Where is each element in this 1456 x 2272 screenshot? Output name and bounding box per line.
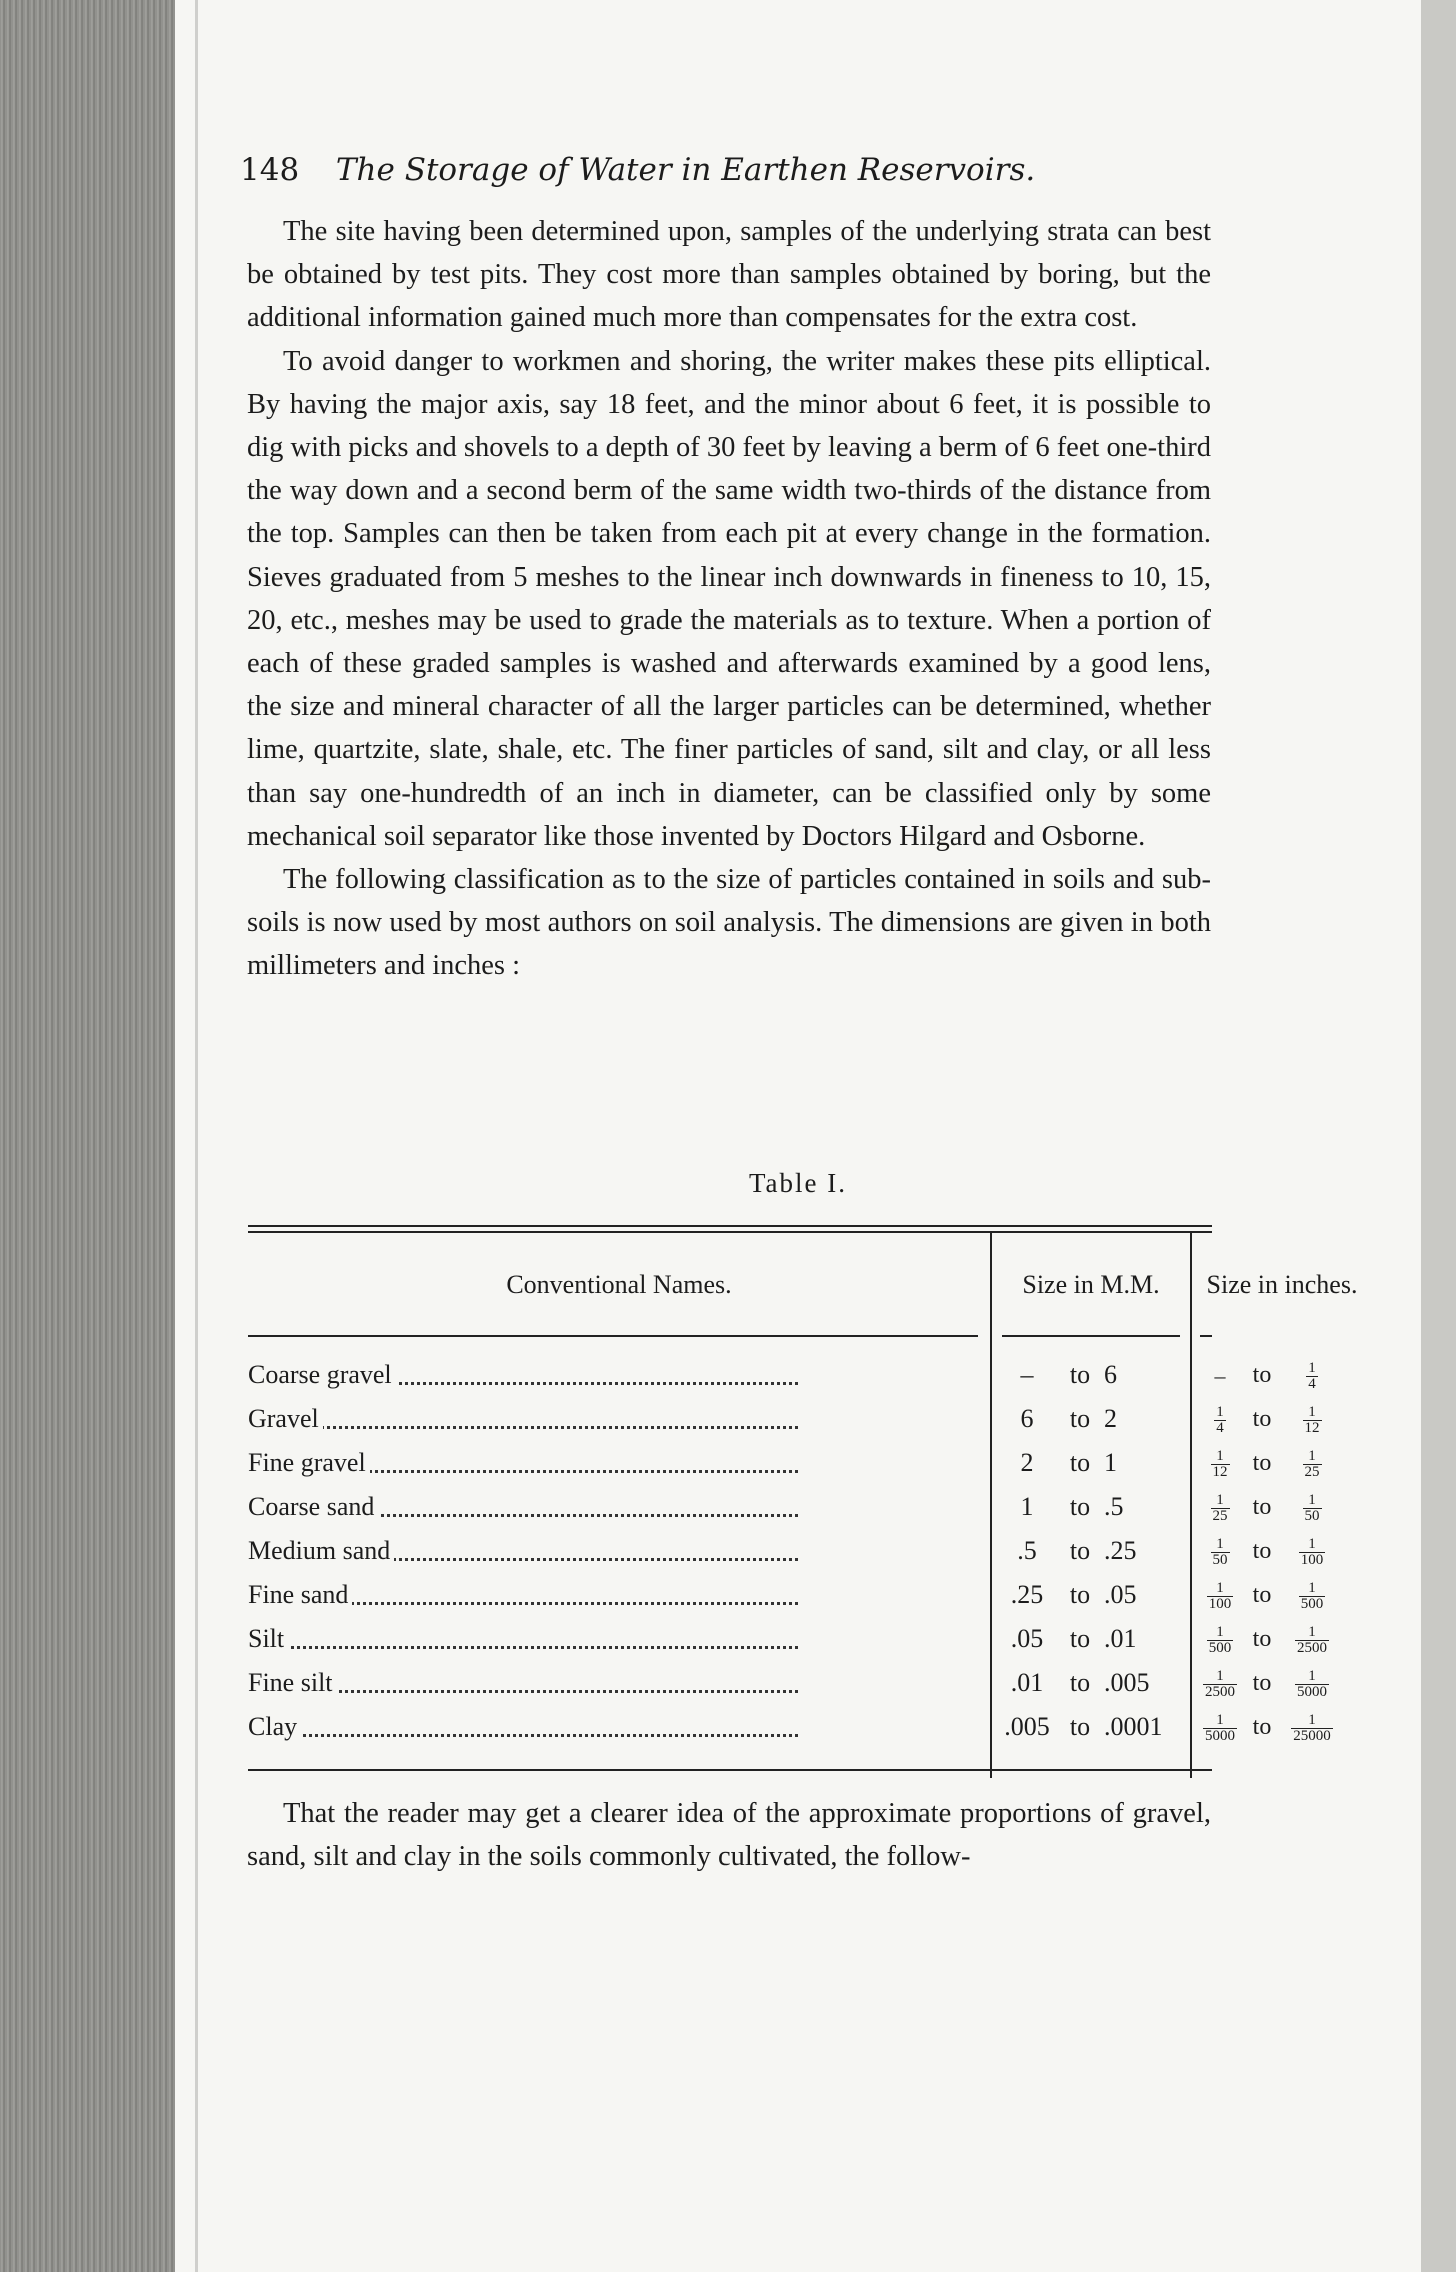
mm-to-word: to xyxy=(1069,1712,1091,1741)
size-inches xyxy=(1194,1397,1372,1441)
paragraph: The following classification as to the size of particles contained in soils and sub-soils is now used by most authors on soil analysis. The dimensions are given in both millimeters and inches : xyxy=(247,864,1211,982)
fraction xyxy=(1295,1625,1329,1656)
running-title: The Storage of Water in Earthen Reservoirs. xyxy=(335,152,1036,188)
fraction xyxy=(1214,1405,1226,1436)
fraction-denominator: 12 xyxy=(1212,1463,1228,1480)
paragraph: The site having been determined upon, samples of the underlying strata can best be obtained by test pits. They cost more than samples obtained by boring, but the additional information gained much more than compensates for the extra cost. xyxy=(247,216,1211,334)
row-name xyxy=(248,1705,804,1749)
fraction-denominator: 25000 xyxy=(1293,1727,1331,1744)
mm-from: 1 xyxy=(1020,1492,1034,1521)
row-name xyxy=(248,1661,804,1705)
mm-from: .25 xyxy=(1010,1580,1044,1609)
mm-to-word: to xyxy=(1069,1404,1091,1433)
mm-from: .5 xyxy=(1017,1536,1037,1565)
fraction-numerator: 1 xyxy=(1308,1491,1316,1508)
table-row xyxy=(248,1573,1324,1617)
fraction-numerator: 1 xyxy=(1216,1579,1224,1596)
inch-from xyxy=(1198,1485,1242,1529)
fraction xyxy=(1303,1449,1322,1480)
mm-to: .05 xyxy=(1104,1580,1137,1609)
fraction-denominator: 5000 xyxy=(1297,1683,1327,1700)
row-name xyxy=(248,1485,804,1529)
fraction-numerator: 1 xyxy=(1216,1667,1224,1684)
inch-to-word: to xyxy=(1252,1670,1272,1696)
inch-from xyxy=(1198,1617,1242,1661)
mm-to-word: to xyxy=(1069,1492,1091,1521)
size-mm xyxy=(990,1617,1190,1661)
inch-to-word: to xyxy=(1252,1714,1272,1740)
fraction xyxy=(1211,1493,1230,1524)
fraction: – xyxy=(1214,1363,1226,1389)
size-inches xyxy=(1194,1485,1372,1529)
mm-to: 6 xyxy=(1104,1360,1117,1389)
fraction-denominator: 50 xyxy=(1212,1551,1228,1568)
fraction-denominator: 2500 xyxy=(1297,1639,1327,1656)
mm-to-word: to xyxy=(1069,1448,1091,1477)
table-row xyxy=(248,1705,1331,1749)
inch-to-word: to xyxy=(1252,1406,1272,1432)
table-row xyxy=(248,1353,1316,1397)
mm-to-word: to xyxy=(1069,1624,1091,1653)
running-head xyxy=(240,145,1190,195)
row-name-label: Coarse sand xyxy=(248,1492,378,1521)
fraction xyxy=(1207,1625,1234,1656)
size-mm xyxy=(990,1353,1190,1397)
row-name xyxy=(248,1441,804,1485)
size-mm xyxy=(990,1661,1190,1705)
size-inches xyxy=(1194,1573,1372,1617)
fraction xyxy=(1291,1713,1333,1744)
inch-to xyxy=(1282,1573,1342,1617)
scan-right-margin xyxy=(1421,0,1456,2272)
paragraph: That the reader may get a clearer idea of the approximate proportions of gravel, sand, silt and clay in the soils commonly cultivated, the follow- xyxy=(247,1798,1211,1873)
inch-from xyxy=(1198,1573,1242,1617)
row-name xyxy=(248,1353,804,1397)
inch-to xyxy=(1282,1617,1342,1661)
fraction-denominator: 4 xyxy=(1216,1419,1224,1436)
mm-from: 2 xyxy=(1020,1448,1034,1477)
row-name-label: Medium sand xyxy=(248,1536,394,1565)
inch-to xyxy=(1282,1661,1342,1705)
fraction-denominator: 50 xyxy=(1304,1507,1320,1524)
row-name xyxy=(248,1529,804,1573)
fraction xyxy=(1299,1537,1326,1568)
size-inches xyxy=(1194,1353,1372,1397)
inch-to-word: to xyxy=(1252,1626,1272,1652)
fraction xyxy=(1207,1581,1234,1612)
header-rule xyxy=(1002,1335,1180,1337)
mm-to: .005 xyxy=(1104,1668,1150,1697)
fraction-denominator: 500 xyxy=(1300,1595,1324,1612)
inch-from xyxy=(1198,1441,1242,1485)
table-row xyxy=(248,1661,1327,1705)
mm-to: .25 xyxy=(1104,1536,1137,1565)
row-name-label: Fine gravel xyxy=(248,1448,370,1477)
inch-to-word: to xyxy=(1252,1450,1272,1476)
inch-from xyxy=(1198,1705,1242,1749)
mm-to-word: to xyxy=(1069,1668,1091,1697)
size-mm xyxy=(990,1573,1190,1617)
mm-to: .5 xyxy=(1104,1492,1124,1521)
paragraph: To avoid danger to workmen and shoring, the writer makes these pits elliptical. By having the major axis, say 18 feet, and the minor about 6 feet, it is possible to dig with picks and shovels to a depth of 30 feet by leaving a berm of 6 feet one-third the way down and a second berm of the same width two-thirds of the distance from the top. Samples can then be taken from each pit at every change in the formation. Sieves graduated from 5 meshes to the linear inch downwards in fineness to 10, 15, 20, etc., meshes may be used to grade the materials as to texture. When a portion of each of these graded samples is washed and afterwards examined by a good lens, the size and mineral character of all the larger particles can be determined, whether lime, quartzite, slate, shale, etc. The finer particles of sand, silt and clay, or all less than say one-hundredth of an inch in diameter, can be classified only by some mechanical soil separator like those invented by Doctors Hilgard and Osborne. xyxy=(247,345,1211,852)
size-mm xyxy=(990,1397,1190,1441)
fraction xyxy=(1303,1493,1322,1524)
row-name xyxy=(248,1573,804,1617)
size-inches xyxy=(1194,1441,1372,1485)
closing-text xyxy=(247,1792,1211,1878)
inch-to xyxy=(1282,1397,1342,1441)
row-name xyxy=(248,1397,804,1441)
header-rule xyxy=(248,1335,978,1337)
size-inches xyxy=(1194,1529,1372,1573)
inch-to-word: to xyxy=(1252,1494,1272,1520)
fraction-numerator: 1 xyxy=(1308,1403,1316,1420)
fraction-numerator: 1 xyxy=(1308,1623,1316,1640)
mm-to: 1 xyxy=(1104,1448,1117,1477)
size-mm xyxy=(990,1441,1190,1485)
fraction-numerator: 1 xyxy=(1308,1447,1316,1464)
table-row xyxy=(248,1397,1320,1441)
fraction-numerator: 1 xyxy=(1308,1359,1316,1376)
mm-to: .0001 xyxy=(1104,1712,1163,1741)
mm-to: 2 xyxy=(1104,1404,1117,1433)
fraction xyxy=(1211,1449,1230,1480)
table-bottom-rule xyxy=(248,1769,1212,1771)
fraction xyxy=(1203,1713,1237,1744)
mm-to-word: to xyxy=(1069,1536,1091,1565)
mm-to-word: to xyxy=(1069,1580,1091,1609)
fraction xyxy=(1295,1669,1329,1700)
size-mm xyxy=(990,1529,1190,1573)
inch-to-word: to xyxy=(1252,1538,1272,1564)
fraction-numerator: 1 xyxy=(1216,1535,1224,1552)
body-text xyxy=(247,210,1211,988)
header-names: Conventional Names. xyxy=(506,1270,732,1299)
fraction-denominator: 12 xyxy=(1304,1419,1320,1436)
fraction-numerator: 1 xyxy=(1216,1491,1224,1508)
inch-to-word: to xyxy=(1252,1362,1272,1388)
inch-to xyxy=(1282,1705,1342,1749)
row-name-label: Fine silt xyxy=(248,1668,337,1697)
fraction-denominator: 4 xyxy=(1308,1375,1316,1392)
table-row xyxy=(248,1441,1320,1485)
inch-from xyxy=(1198,1353,1242,1397)
book-page-edges xyxy=(0,0,175,2272)
table-top-rule-inner xyxy=(248,1231,1212,1233)
mm-from: 6 xyxy=(1020,1404,1034,1433)
fraction-denominator: 25 xyxy=(1304,1463,1320,1480)
inch-to xyxy=(1282,1353,1342,1397)
fraction-denominator: 100 xyxy=(1300,1551,1324,1568)
table-row xyxy=(248,1617,1327,1661)
size-inches xyxy=(1194,1661,1372,1705)
mm-from: .01 xyxy=(1010,1668,1044,1697)
fraction-numerator: 1 xyxy=(1216,1403,1224,1420)
fraction-denominator: 2500 xyxy=(1205,1683,1235,1700)
page-number: 148 xyxy=(240,152,300,188)
header-rule xyxy=(1200,1335,1212,1337)
mm-to-word: to xyxy=(1069,1360,1091,1389)
fraction xyxy=(1203,1669,1237,1700)
fraction-numerator: 1 xyxy=(1308,1579,1316,1596)
header-mm: Size in M.M. xyxy=(1022,1270,1160,1299)
fraction-denominator: 5000 xyxy=(1205,1727,1235,1744)
header-inches: Size in inches. xyxy=(1206,1270,1358,1299)
fraction-numerator: 1 xyxy=(1308,1535,1316,1552)
fraction-numerator: 1 xyxy=(1308,1667,1316,1684)
inch-to xyxy=(1282,1529,1342,1573)
fraction xyxy=(1299,1581,1326,1612)
inch-to-word: to xyxy=(1252,1582,1272,1608)
row-name xyxy=(248,1617,804,1661)
row-name-label: Fine sand xyxy=(248,1580,352,1609)
fraction xyxy=(1211,1537,1230,1568)
fraction-numerator: 1 xyxy=(1308,1711,1316,1728)
size-inches xyxy=(1194,1617,1372,1661)
size-inches xyxy=(1194,1705,1372,1749)
inch-to xyxy=(1282,1485,1342,1529)
mm-from: .05 xyxy=(1010,1624,1044,1653)
fraction-denominator: 500 xyxy=(1208,1639,1232,1656)
table-row xyxy=(248,1529,1324,1573)
inch-from xyxy=(1198,1397,1242,1441)
mm-from: – xyxy=(1020,1360,1034,1389)
spine-shadow xyxy=(195,0,198,2272)
fraction-denominator: 25 xyxy=(1212,1507,1228,1524)
row-name-label: Gravel xyxy=(248,1404,323,1433)
fraction xyxy=(1303,1405,1322,1436)
fraction xyxy=(1306,1361,1318,1392)
size-mm xyxy=(990,1485,1190,1529)
row-name-label: Coarse gravel xyxy=(248,1360,396,1389)
size-table xyxy=(248,1225,1358,1781)
inch-from xyxy=(1198,1661,1242,1705)
row-name-label: Silt xyxy=(248,1624,288,1653)
table-title: Table I. xyxy=(748,1168,848,1198)
row-name-label: Clay xyxy=(248,1712,301,1741)
size-mm xyxy=(990,1705,1190,1749)
fraction-numerator: 1 xyxy=(1216,1623,1224,1640)
mm-to: .01 xyxy=(1104,1624,1137,1653)
inch-from xyxy=(1198,1529,1242,1573)
mm-from: .005 xyxy=(1004,1712,1050,1741)
table-top-rule xyxy=(248,1225,1212,1227)
fraction-denominator: 100 xyxy=(1208,1595,1232,1612)
table-row xyxy=(248,1485,1320,1529)
inch-to xyxy=(1282,1441,1342,1485)
fraction-numerator: 1 xyxy=(1216,1447,1224,1464)
fraction-numerator: 1 xyxy=(1216,1711,1224,1728)
